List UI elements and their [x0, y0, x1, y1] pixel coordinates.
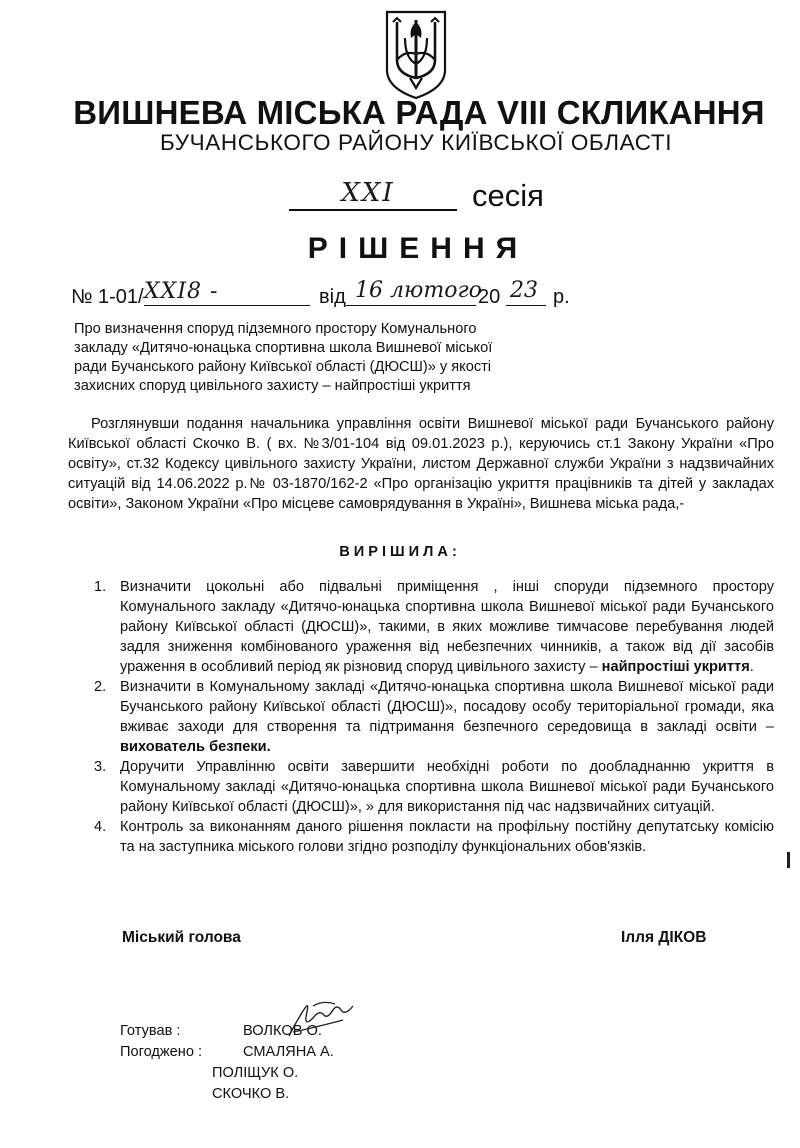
- item-bold-text: найпростіші укриття: [601, 659, 750, 675]
- year-suffix: р.: [553, 286, 570, 308]
- item-bold-text: вихователь безпеки.: [120, 739, 271, 755]
- handwritten-signature-icon: [283, 998, 363, 1042]
- signatory-name: Ілля ДІКОВ: [621, 929, 707, 946]
- resolution-item: [94, 757, 774, 817]
- council-subtitle: БУЧАНСЬКОГО РАЙОНУ КИЇВСЬКОЇ ОБЛАСТІ: [159, 130, 673, 155]
- item-number: 4.: [94, 819, 107, 835]
- agreed-label: Погоджено :: [120, 1044, 203, 1060]
- resolution-items: [94, 577, 774, 857]
- item-text: Доручити Управлінню освіти завершити необхідні роботи по дообладнанню укриття в Комунальному закладі «Дитячо-юнацька спортивна школа Вишневої міської ради Бучанського району Київської області (ДЮСШ)», » для використання під час надзвичайних ситуацій.: [120, 759, 774, 815]
- prepared-name: ВОЛКОВ О.: [243, 1023, 322, 1039]
- resolution-item: [94, 677, 774, 757]
- resolution-item: [94, 817, 774, 857]
- decision-subject: Про визначення споруд підземного простору Комунального закладу «Дитячо-юнацька спортивна школа Вишневої міської ради Бучанського району Київської області (ДЮСШ)» у якості захисних споруд цивільного захисту – найпростіші укриття: [74, 321, 493, 394]
- trident-coat-of-arms-icon: [383, 8, 449, 100]
- item-text: Контроль за виконанням даного рішення покласти на профільну постійну депутатську комісію та на заступника міського голови згідно розподілу функціональних обов'язків.: [120, 819, 774, 855]
- agreed-name: ПОЛІЩУК О.: [212, 1065, 299, 1081]
- resolution-item: [94, 577, 774, 677]
- signatory-title: Міський голова: [122, 929, 241, 946]
- council-title: ВИШНЕВА МІСЬКА РАДА VIII СКЛИКАННЯ: [73, 94, 765, 131]
- date-handwritten: 16 лютого: [355, 278, 482, 303]
- year-handwritten: 23: [510, 278, 538, 303]
- prepared-label: Готував :: [120, 1023, 181, 1039]
- agreed-name: СКОЧКО В.: [212, 1086, 290, 1102]
- decision-title: РІШЕННЯ: [307, 232, 529, 265]
- item-number: 2.: [94, 679, 107, 695]
- decision-number-handwritten: XXI8 -: [144, 279, 219, 304]
- resolved-heading: ВИРІШИЛА:: [339, 544, 461, 560]
- item-number: 3.: [94, 759, 107, 775]
- item-number: 1.: [94, 579, 107, 595]
- year-prefix: 20: [478, 286, 501, 308]
- item-tail: .: [749, 659, 754, 675]
- session-number-handwritten: XXI: [341, 178, 395, 208]
- decision-number-prefix: № 1-01/: [71, 286, 144, 308]
- preamble-paragraph: Розглянувши подання начальника управління освіти Вишневої міської ради Бучанського району Київської області Скочко В. ( вх. №3/01-104 від 09.01.2023 р.), керуючись ст.1 Закону України «Про освіту», ст.32 Кодексу цивільного захисту України, листом Державної служби України з надзвичайних ситуацій від 14.06.2022 р.№ 03-1870/162-2 «Про організацію укриття працівників та дітей у закладах освіти», Законом України «Про місцеве самоврядування в Україні», Вишнева міська рада,-: [68, 416, 774, 512]
- agreed-name: СМАЛЯНА А.: [243, 1044, 334, 1060]
- date-prefix: від: [319, 286, 346, 308]
- item-text: Визначити в Комунальному закладі «Дитячо-юнацька спортивна школа Вишневої міської ради Бучанського району Київської області (ДЮСШ)», посадову особу територіальної громади, яка вживає заходи для створення та підтримання безпечного середовища в закладі освіти –: [120, 679, 774, 735]
- margin-mark: [787, 852, 790, 868]
- session-word: сесія: [472, 178, 544, 213]
- item-text: Визначити цокольні або підвальні приміщення , інші споруди підземного простору Комунального закладу «Дитячо-юнацька спортивна школа Вишневої міської ради Бучанського району Київської області (ДЮСШ)», такими, в яких можливе тимчасове перебування людей задля зниження комбінованого ураження від небезпечних чинників, а також від дії засобів ураження в особливий період як різновид споруд цивільного захисту –: [120, 579, 774, 675]
